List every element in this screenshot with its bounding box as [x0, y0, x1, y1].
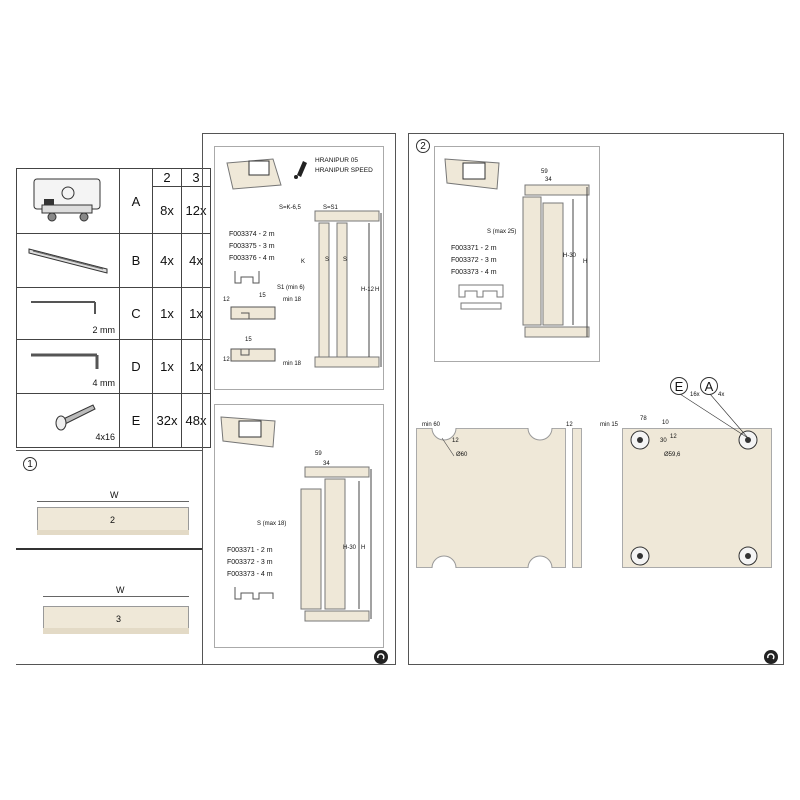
- dim-s1-min: S1 (min 6): [277, 285, 305, 291]
- profile-code: F003373 - 4 m: [227, 571, 273, 578]
- callout-leaders: [676, 394, 756, 444]
- step-number: 2: [416, 139, 430, 153]
- profile-detail-icon: [229, 303, 279, 323]
- col-header-3: 3: [182, 169, 211, 187]
- panel-label: 2: [110, 515, 116, 525]
- bracket-positions: [622, 428, 772, 568]
- dim-h30: H-30: [563, 253, 577, 259]
- profile-mount-subpanel: [214, 404, 384, 648]
- bracket-on-board-icon: [219, 411, 279, 451]
- glue-mount-subpanel: [214, 146, 384, 390]
- qty-2: 4x: [153, 234, 182, 288]
- dim-34: 34: [323, 461, 330, 467]
- track-section-drawing: [521, 185, 601, 345]
- parts-table: [16, 168, 211, 448]
- callout-a: A: [700, 377, 718, 395]
- track-section-drawing: [301, 467, 381, 637]
- profile-section-icon: [233, 269, 263, 285]
- callout-e-qty: 16x: [690, 392, 700, 398]
- dim-59: 59: [541, 169, 548, 175]
- profile-section-icon: [457, 283, 513, 313]
- dim-s: S: [325, 257, 330, 263]
- step-number: 1: [23, 457, 37, 471]
- part-a-image: [17, 169, 120, 234]
- profile-code: F003371 - 2 m: [227, 547, 273, 554]
- dim-30: 30: [660, 438, 667, 444]
- glue-brand-1: HRANIPUR 05: [315, 157, 358, 164]
- dim-34: 34: [545, 177, 552, 183]
- profile-code: F003374 - 2 m: [229, 231, 275, 238]
- guide-rail-icon: [23, 239, 113, 279]
- roller-bracket-icon: [631, 431, 649, 449]
- part-e-image: [17, 394, 120, 448]
- dim-min15: min 15: [600, 422, 619, 428]
- profile-code: F003375 - 3 m: [229, 243, 275, 250]
- roller-bracket-icon: [631, 547, 649, 565]
- qty-2: 32x: [153, 394, 182, 448]
- width-label: W: [110, 490, 119, 500]
- col-header-2: 2: [153, 169, 182, 187]
- hex-key-icon: [23, 345, 113, 375]
- qty-3: 12x: [182, 187, 211, 234]
- dim-12: 12: [223, 297, 230, 303]
- size-label: 2 mm: [92, 325, 115, 335]
- dim-s: S: [343, 257, 348, 263]
- profile-code: F003372 - 3 m: [227, 559, 273, 566]
- dim-h12: H-12: [361, 287, 375, 293]
- part-letter: A: [120, 169, 153, 234]
- dim-12: 12: [223, 357, 230, 363]
- glue-bottle-icon: [293, 155, 309, 179]
- door-cutouts: [416, 428, 566, 568]
- part-b-image: [17, 234, 120, 288]
- part-letter: E: [120, 394, 153, 448]
- qty-2: 1x: [153, 288, 182, 340]
- part-c-image: [17, 288, 120, 340]
- qty-2: 8x: [153, 187, 182, 234]
- profile-code: F003376 - 4 m: [229, 255, 275, 262]
- qty-3: 1x: [182, 340, 211, 394]
- hex-key-icon: [23, 292, 113, 322]
- dim-s-max: S (max 18): [257, 521, 287, 527]
- profile-code: F003373 - 4 m: [451, 269, 497, 276]
- part-letter: C: [120, 288, 153, 340]
- qty-3: 1x: [182, 288, 211, 340]
- dim-s-max: S (max 25): [487, 229, 517, 235]
- glue-brand-2: HRANIPUR SPEED: [315, 167, 373, 174]
- screw-icon: [23, 399, 113, 429]
- callout-a-qty: 4x: [718, 392, 725, 398]
- dim-min18: min 18: [283, 361, 302, 367]
- roller-bracket-icon: [739, 547, 757, 565]
- dim-k: K: [301, 259, 306, 265]
- bracket-on-board-icon: [443, 153, 503, 193]
- dim-15: 15: [245, 337, 252, 343]
- qty-3: 4x: [182, 234, 211, 288]
- size-label: 4x16: [95, 432, 115, 442]
- dim-59: 59: [315, 451, 322, 457]
- dim-h: H: [361, 545, 366, 551]
- dim-min18: min 18: [283, 297, 302, 303]
- part-d-image: [17, 340, 120, 394]
- turn-page-icon: [374, 650, 388, 664]
- dim-s-k: S=K-6,5: [279, 205, 301, 211]
- dim-h: H: [583, 259, 588, 265]
- qty-3: 48x: [182, 394, 211, 448]
- dim-12: 12: [566, 422, 573, 428]
- turn-page-icon: [764, 650, 778, 664]
- panel-label: 3: [116, 614, 122, 624]
- profile-detail-icon: [229, 345, 279, 365]
- size-label: 4 mm: [92, 378, 115, 388]
- callout-e: E: [670, 377, 688, 395]
- dim-diameter: Ø59,6: [664, 452, 681, 458]
- dim-h30: H-30: [343, 545, 357, 551]
- dim-15: 15: [259, 293, 266, 299]
- profile-section-icon: [233, 585, 283, 605]
- part-letter: B: [120, 234, 153, 288]
- profile-mount-subpanel: [434, 146, 600, 362]
- width-label: W: [116, 585, 125, 595]
- dim-h: H: [375, 287, 380, 293]
- part-letter: D: [120, 340, 153, 394]
- dim-78: 78: [640, 416, 647, 422]
- dim-12: 12: [452, 438, 459, 444]
- dim-min60: min 60: [422, 422, 441, 428]
- track-section-drawing: [307, 211, 387, 391]
- bracket-on-board-icon: [225, 155, 285, 195]
- qty-2: 1x: [153, 340, 182, 394]
- profile-code: F003372 - 3 m: [451, 257, 497, 264]
- roller-bracket-icon: [28, 175, 108, 225]
- dim-s-s1: S=S1: [323, 205, 338, 211]
- profile-code: F003371 - 2 m: [451, 245, 497, 252]
- dim-10: 10: [662, 420, 669, 426]
- dim-12: 12: [670, 434, 677, 440]
- dim-diameter: Ø60: [456, 452, 468, 458]
